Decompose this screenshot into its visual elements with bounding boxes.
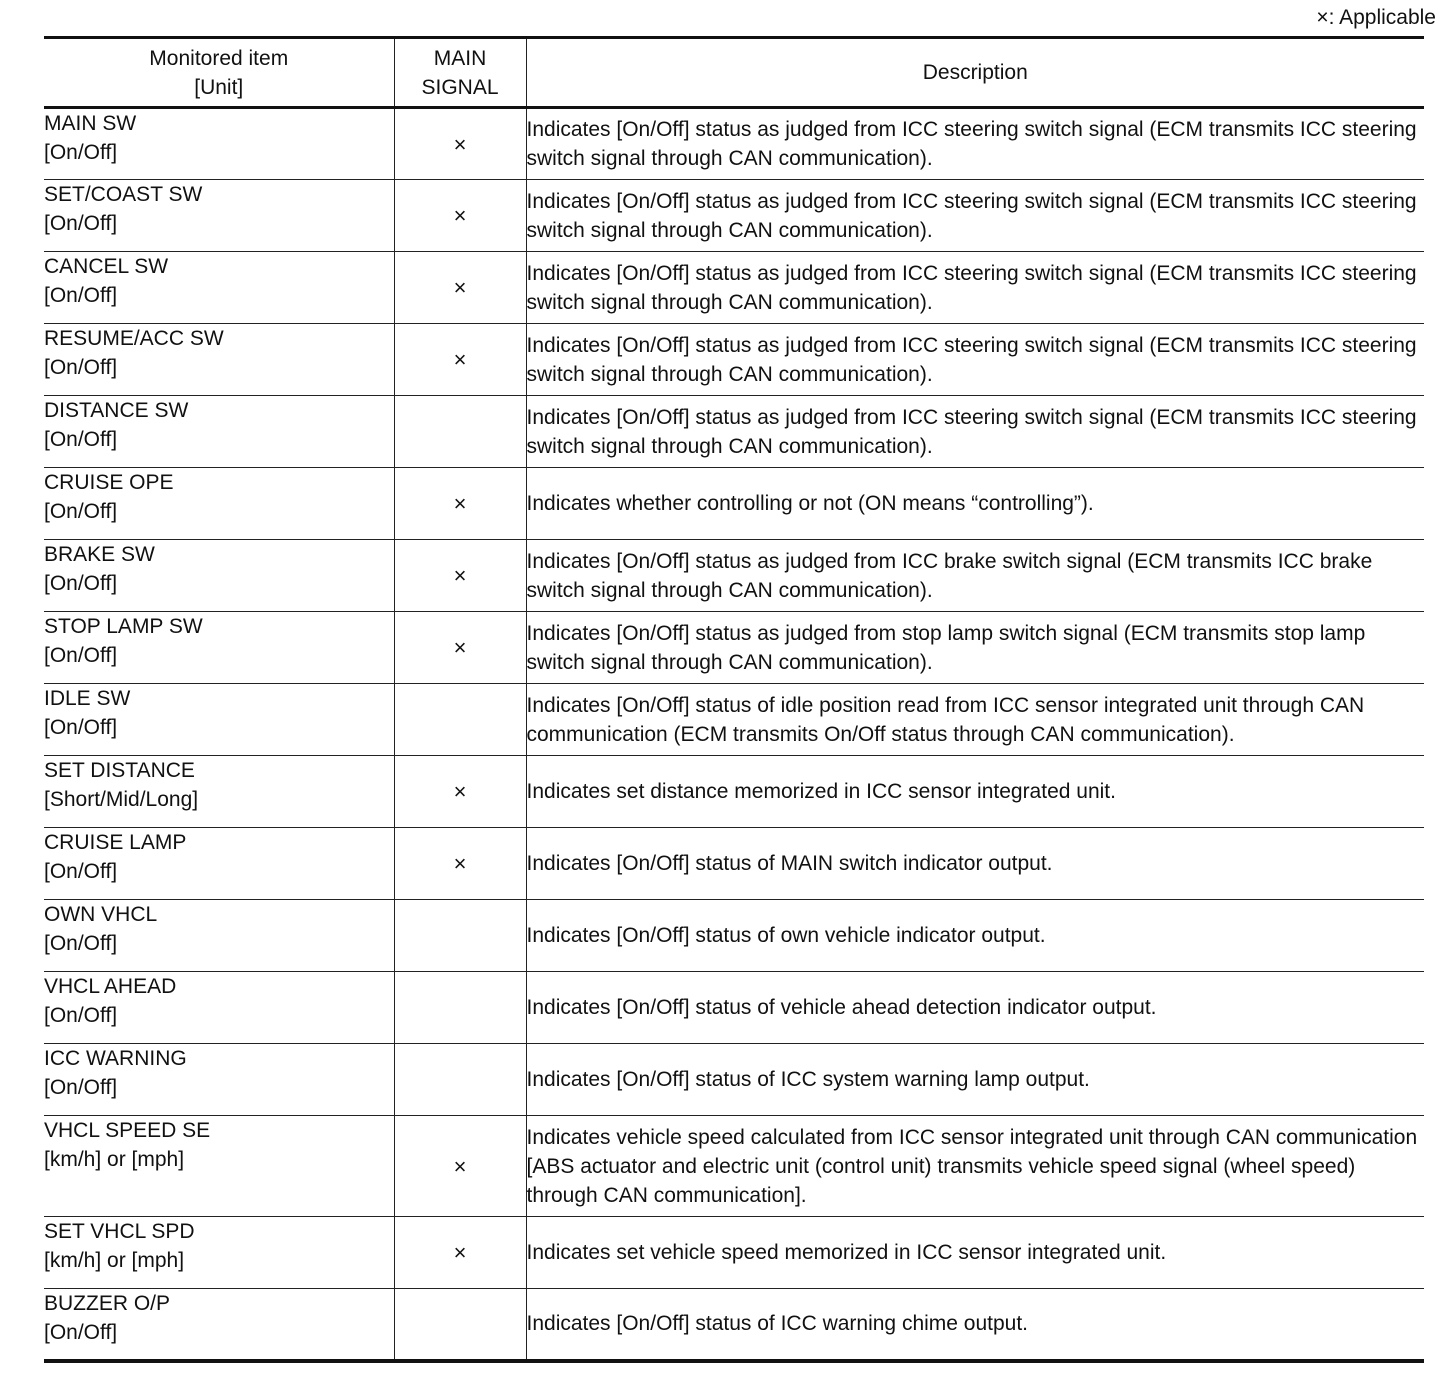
monitored-item-unit: [On/Off]: [44, 716, 118, 739]
monitored-item-cell: [44, 1116, 394, 1217]
description-cell: Indicates [On/Off] status as judged from ICC steering switch signal (ECM transmits ICC steering switch signal through CAN communication).: [526, 180, 1424, 252]
monitored-item-unit: [On/Off]: [44, 284, 118, 307]
table-row: [44, 1116, 1424, 1217]
table-row: [44, 828, 1424, 900]
description-cell: Indicates [On/Off] status as judged from ICC steering switch signal (ECM transmits ICC steering switch signal through CAN communication).: [526, 108, 1424, 180]
monitored-item-name: SET DISTANCE: [44, 759, 195, 782]
monitored-item-name: VHCL AHEAD: [44, 975, 177, 998]
monitored-item-cell: [44, 396, 394, 468]
table-row: [44, 1217, 1424, 1289]
description-cell: Indicates [On/Off] status of MAIN switch indicator output.: [526, 828, 1424, 900]
table-row: [44, 1044, 1424, 1116]
monitored-item-name: SET VHCL SPD: [44, 1220, 195, 1243]
description-cell: Indicates set distance memorized in ICC sensor integrated unit.: [526, 756, 1424, 828]
monitored-item-unit: [On/Off]: [44, 500, 118, 523]
main-signal-mark: ×: [394, 540, 526, 612]
main-signal-mark: ×: [394, 108, 526, 180]
monitored-item-name: BRAKE SW: [44, 543, 155, 566]
monitored-item-unit: [On/Off]: [44, 932, 118, 955]
monitored-item-name: DISTANCE SW: [44, 399, 189, 422]
description-cell: Indicates set vehicle speed memorized in ICC sensor integrated unit.: [526, 1217, 1424, 1289]
header-unit-label: [Unit]: [194, 75, 244, 99]
main-signal-mark: ×: [394, 180, 526, 252]
description-cell: Indicates [On/Off] status of idle position read from ICC sensor integrated unit through CAN communication (ECM transmits On/Off status through CAN communication).: [526, 684, 1424, 756]
monitored-item-unit: [On/Off]: [44, 356, 118, 379]
description-cell: Indicates [On/Off] status of vehicle ahead detection indicator output.: [526, 972, 1424, 1044]
monitored-item-cell: [44, 1217, 394, 1289]
monitored-item-unit: [On/Off]: [44, 428, 118, 451]
table-body: [44, 108, 1424, 1361]
monitored-item-name: RESUME/ACC SW: [44, 327, 224, 350]
table-row: [44, 468, 1424, 540]
monitored-item-cell: [44, 324, 394, 396]
monitored-item-unit: [On/Off]: [44, 141, 118, 164]
monitored-item-unit: [On/Off]: [44, 572, 118, 595]
main-signal-mark: [394, 972, 526, 1044]
monitored-item-cell: [44, 1289, 394, 1361]
main-signal-mark: [394, 1044, 526, 1116]
table-row: [44, 324, 1424, 396]
main-signal-mark: ×: [394, 468, 526, 540]
monitored-item-cell: [44, 1044, 394, 1116]
table-row: [44, 612, 1424, 684]
monitored-item-cell: [44, 900, 394, 972]
monitored-item-unit: [Short/Mid/Long]: [44, 788, 199, 811]
header-monitored-item: [44, 38, 394, 108]
description-cell: Indicates [On/Off] status as judged from ICC steering switch signal (ECM transmits ICC steering switch signal through CAN communication).: [526, 324, 1424, 396]
table-header: [44, 38, 1424, 108]
monitored-item-cell: [44, 756, 394, 828]
description-cell: Indicates vehicle speed calculated from ICC sensor integrated unit through CAN communication [ABS actuator and electric unit (control unit) transmits vehicle speed signal (wheel speed) through CAN communication].: [526, 1116, 1424, 1217]
description-cell: Indicates [On/Off] status as judged from ICC steering switch signal (ECM transmits ICC steering switch signal through CAN communication).: [526, 396, 1424, 468]
table-row: [44, 1289, 1424, 1361]
monitored-item-name: IDLE SW: [44, 687, 131, 710]
monitored-item-unit: [On/Off]: [44, 1076, 118, 1099]
main-signal-mark: ×: [394, 612, 526, 684]
table-row: [44, 396, 1424, 468]
monitored-item-unit: [On/Off]: [44, 212, 118, 235]
description-cell: Indicates [On/Off] status of ICC system warning lamp output.: [526, 1044, 1424, 1116]
table-row: [44, 180, 1424, 252]
table-row: [44, 972, 1424, 1044]
monitored-item-cell: [44, 684, 394, 756]
monitored-item-cell: [44, 108, 394, 180]
monitored-item-name: VHCL SPEED SE: [44, 1119, 211, 1142]
main-signal-mark: [394, 684, 526, 756]
description-cell: Indicates [On/Off] status as judged from ICC brake switch signal (ECM transmits ICC brake switch signal through CAN communication).: [526, 540, 1424, 612]
table-row: [44, 684, 1424, 756]
monitored-item-unit: [On/Off]: [44, 860, 118, 883]
monitor-item-table: [44, 36, 1424, 1363]
description-cell: Indicates [On/Off] status as judged from stop lamp switch signal (ECM transmits stop lamp switch signal through CAN communication).: [526, 612, 1424, 684]
main-signal-mark: ×: [394, 828, 526, 900]
monitored-item-name: CRUISE OPE: [44, 471, 174, 494]
header-main-signal: [394, 38, 526, 108]
monitored-item-name: STOP LAMP SW: [44, 615, 203, 638]
monitored-item-unit: [On/Off]: [44, 1004, 118, 1027]
table-row: [44, 756, 1424, 828]
monitored-item-name: BUZZER O/P: [44, 1292, 171, 1315]
applicable-legend: ×: Applicable: [1316, 6, 1436, 29]
main-signal-mark: ×: [394, 252, 526, 324]
main-signal-mark: ×: [394, 756, 526, 828]
header-main-label: MAIN: [433, 46, 487, 70]
monitored-item-cell: [44, 972, 394, 1044]
main-signal-mark: [394, 396, 526, 468]
monitored-item-cell: [44, 612, 394, 684]
monitored-item-cell: [44, 252, 394, 324]
monitored-item-unit: [km/h] or [mph]: [44, 1148, 185, 1171]
table-row: [44, 252, 1424, 324]
description-cell: Indicates [On/Off] status of own vehicle indicator output.: [526, 900, 1424, 972]
header-description: Description: [526, 38, 1424, 108]
monitored-item-cell: [44, 468, 394, 540]
monitored-item-name: ICC WARNING: [44, 1047, 187, 1070]
monitored-item-cell: [44, 828, 394, 900]
description-cell: Indicates [On/Off] status of ICC warning chime output.: [526, 1289, 1424, 1361]
description-cell: Indicates [On/Off] status as judged from ICC steering switch signal (ECM transmits ICC steering switch signal through CAN communication).: [526, 252, 1424, 324]
header-signal-label: SIGNAL: [421, 75, 499, 99]
monitored-item-cell: [44, 180, 394, 252]
monitored-item-unit: [On/Off]: [44, 644, 118, 667]
description-cell: Indicates whether controlling or not (ON means “controlling”).: [526, 468, 1424, 540]
table-row: [44, 540, 1424, 612]
main-signal-mark: ×: [394, 324, 526, 396]
monitored-item-unit: [On/Off]: [44, 1321, 118, 1344]
main-signal-mark: [394, 900, 526, 972]
monitored-item-name: OWN VHCL: [44, 903, 158, 926]
main-signal-mark: ×: [394, 1217, 526, 1289]
monitored-item-cell: [44, 540, 394, 612]
table-row: [44, 900, 1424, 972]
monitored-item-name: MAIN SW: [44, 112, 137, 135]
monitored-item-name: CRUISE LAMP: [44, 831, 187, 854]
table-row: [44, 108, 1424, 180]
main-signal-mark: ×: [394, 1116, 526, 1217]
monitored-item-name: CANCEL SW: [44, 255, 169, 278]
monitored-item-unit: [km/h] or [mph]: [44, 1249, 185, 1272]
header-monitored-item-label: Monitored item: [149, 46, 289, 70]
main-signal-mark: [394, 1289, 526, 1361]
header-row: [44, 38, 1424, 108]
monitored-item-name: SET/COAST SW: [44, 183, 203, 206]
